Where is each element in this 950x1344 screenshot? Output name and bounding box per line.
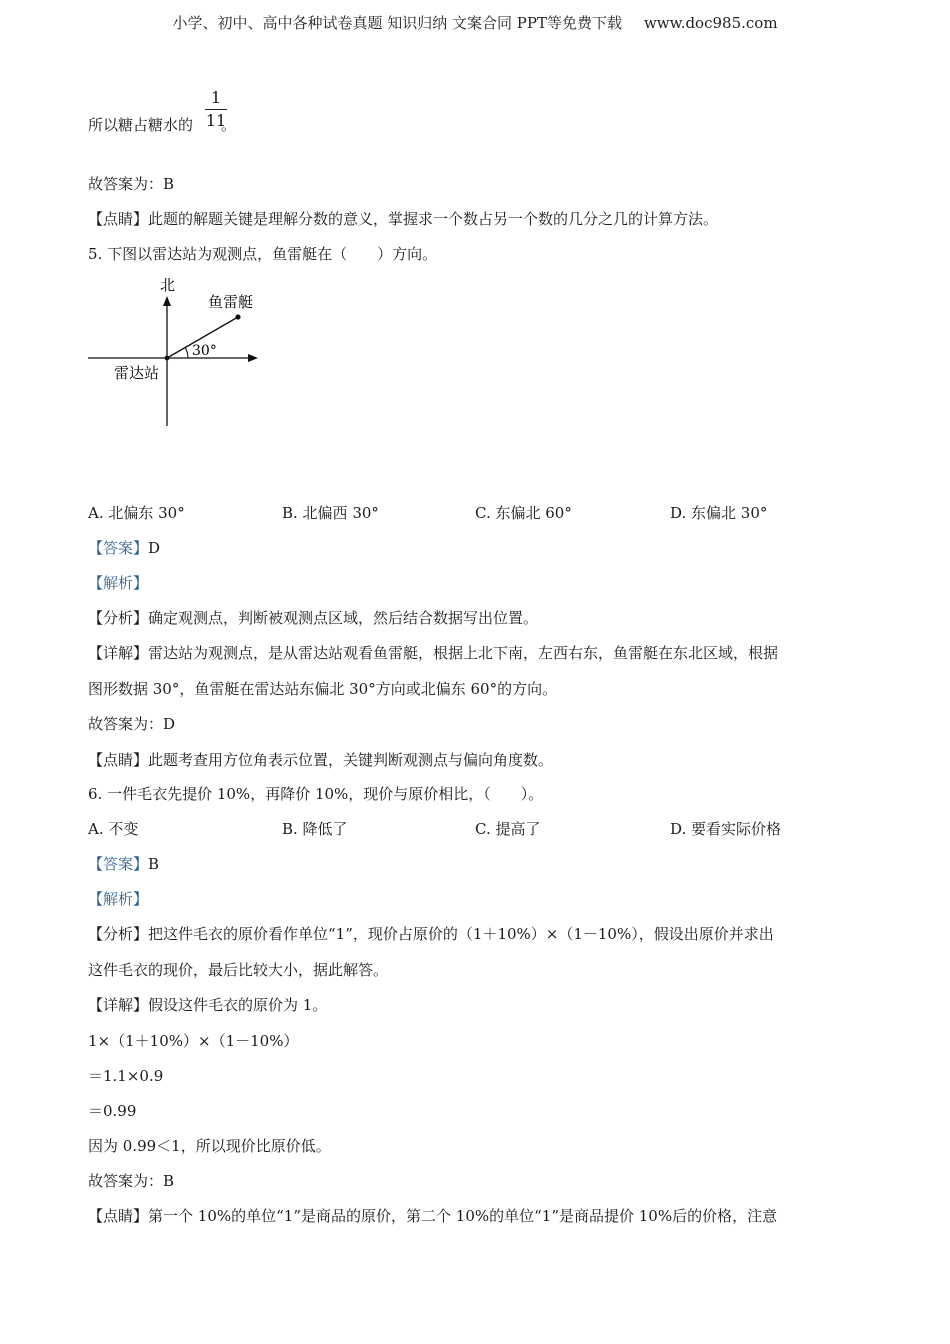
q6-note-text: 第一个 10%的单位“1”是商品的原价，第二个 10%的单位“1”是商品提价 10%后的价格，注意 [148, 1207, 778, 1225]
q5-detail-label: 【详解】 [88, 644, 149, 662]
q6-option-b: B. 降低了 [282, 820, 348, 838]
q5-answer-tag: 【答案】 [88, 539, 149, 557]
q5-note [88, 750, 553, 770]
q5-note-label: 【点睛】 [88, 751, 149, 769]
fraction-numerator: 1 [205, 89, 227, 110]
q5-analysis-tag: 【解析】 [88, 574, 149, 592]
q6-note [88, 1206, 777, 1226]
direction-diagram [86, 272, 276, 436]
q4-sugar-line [88, 115, 236, 135]
q6-note-label: 【点睛】 [88, 1207, 149, 1225]
boat-point [235, 314, 240, 319]
q6-analysis-tag: 【解析】 [88, 890, 149, 908]
q6-analysis-text-1: 把这件毛衣的原价看作单位“1”，现价占原价的（1＋10%）×（1－10%），假设出原价并求出 [148, 925, 774, 943]
q6-analysis-1 [88, 924, 774, 944]
q6-option-c: C. 提高了 [475, 820, 541, 838]
station-point [165, 356, 170, 361]
q4-note-text: 此题的解题关键是理解分数的意义，掌握求一个数占另一个数的几分之几的计算方法。 [148, 210, 719, 228]
q6-analysis-label: 【分析】 [88, 925, 149, 943]
q5-detail-2: 图形数据 30°，鱼雷艇在雷达站东偏北 30°方向或北偏东 60°的方向。 [88, 680, 558, 698]
q6-final: 故答案为：B [88, 1172, 175, 1190]
q4-sugar-suffix: 。 [221, 116, 237, 134]
q5-note-text: 此题考查用方位角表示位置，关键判断观测点与偏向角度数。 [148, 751, 554, 769]
boat-label: 鱼雷艇 [208, 293, 254, 311]
q6-answer-tag: 【答案】 [88, 855, 149, 873]
q6-question: 6. 一件毛衣先提价 10%，再降价 10%，现价与原价相比，（ ）。 [88, 785, 544, 803]
q5-answer-value: D [148, 539, 161, 557]
east-arrow-icon [248, 354, 258, 362]
q5-question: 5. 下图以雷达站为观测点，鱼雷艇在（ ）方向。 [88, 245, 438, 263]
q6-detail-text-1: 假设这件毛衣的原价为 1。 [148, 996, 328, 1014]
q4-sugar-prefix: 所以糖占糖水的 [88, 116, 194, 134]
q5-final: 故答案为：D [88, 715, 176, 733]
header-site[interactable]: www.doc985.com [643, 14, 778, 32]
q5-option-c: C. 东偏北 60° [475, 504, 572, 522]
fraction-denominator: 11 [205, 111, 227, 130]
q5-detail-text-1: 雷达站为观测点，是从雷达站观看鱼雷艇，根据上北下南，左西右东，鱼雷艇在东北区域，根据 [148, 644, 779, 662]
q5-option-a: A. 北偏东 30° [88, 504, 185, 522]
angle-arc [185, 348, 188, 359]
north-arrow-icon [163, 296, 171, 306]
q6-calc-2: ＝1.1×0.9 [88, 1067, 164, 1085]
q6-answer-value: B [148, 855, 160, 873]
q6-detail-1 [88, 995, 327, 1015]
station-label: 雷达站 [114, 364, 160, 382]
page-header [0, 12, 950, 33]
q5-answer [88, 538, 160, 558]
north-label: 北 [160, 276, 176, 294]
direction-diagram-svg [86, 272, 276, 432]
q6-conclusion: 因为 0.99＜1，所以现价比原价低。 [88, 1137, 331, 1155]
header-text: 小学、初中、高中各种试卷真题 知识归纳 文案合同 PPT等免费下载 [172, 14, 622, 32]
q4-note [88, 209, 718, 229]
q6-analysis-2: 这件毛衣的现价，最后比较大小，据此解答。 [88, 961, 389, 979]
q5-option-b: B. 北偏西 30° [282, 504, 379, 522]
q6-answer [88, 854, 159, 874]
q5-analysis [88, 608, 538, 628]
q6-calc-3: ＝0.99 [88, 1102, 137, 1120]
q5-analysis-text: 确定观测点，判断被观测点区域，然后结合数据写出位置。 [148, 609, 539, 627]
q5-option-d: D. 东偏北 30° [670, 504, 768, 522]
q5-analysis-label: 【分析】 [88, 609, 149, 627]
q6-detail-label: 【详解】 [88, 996, 149, 1014]
q5-detail-1 [88, 643, 778, 663]
angle-label: 30° [192, 343, 217, 359]
q4-answer: 故答案为：B [88, 175, 175, 193]
q6-option-a: A. 不变 [88, 820, 139, 838]
q4-note-tag: 【点睛】 [88, 210, 149, 228]
q6-option-d: D. 要看实际价格 [670, 820, 782, 838]
q6-calc-1: 1×（1＋10%）×（1－10%） [88, 1032, 299, 1050]
